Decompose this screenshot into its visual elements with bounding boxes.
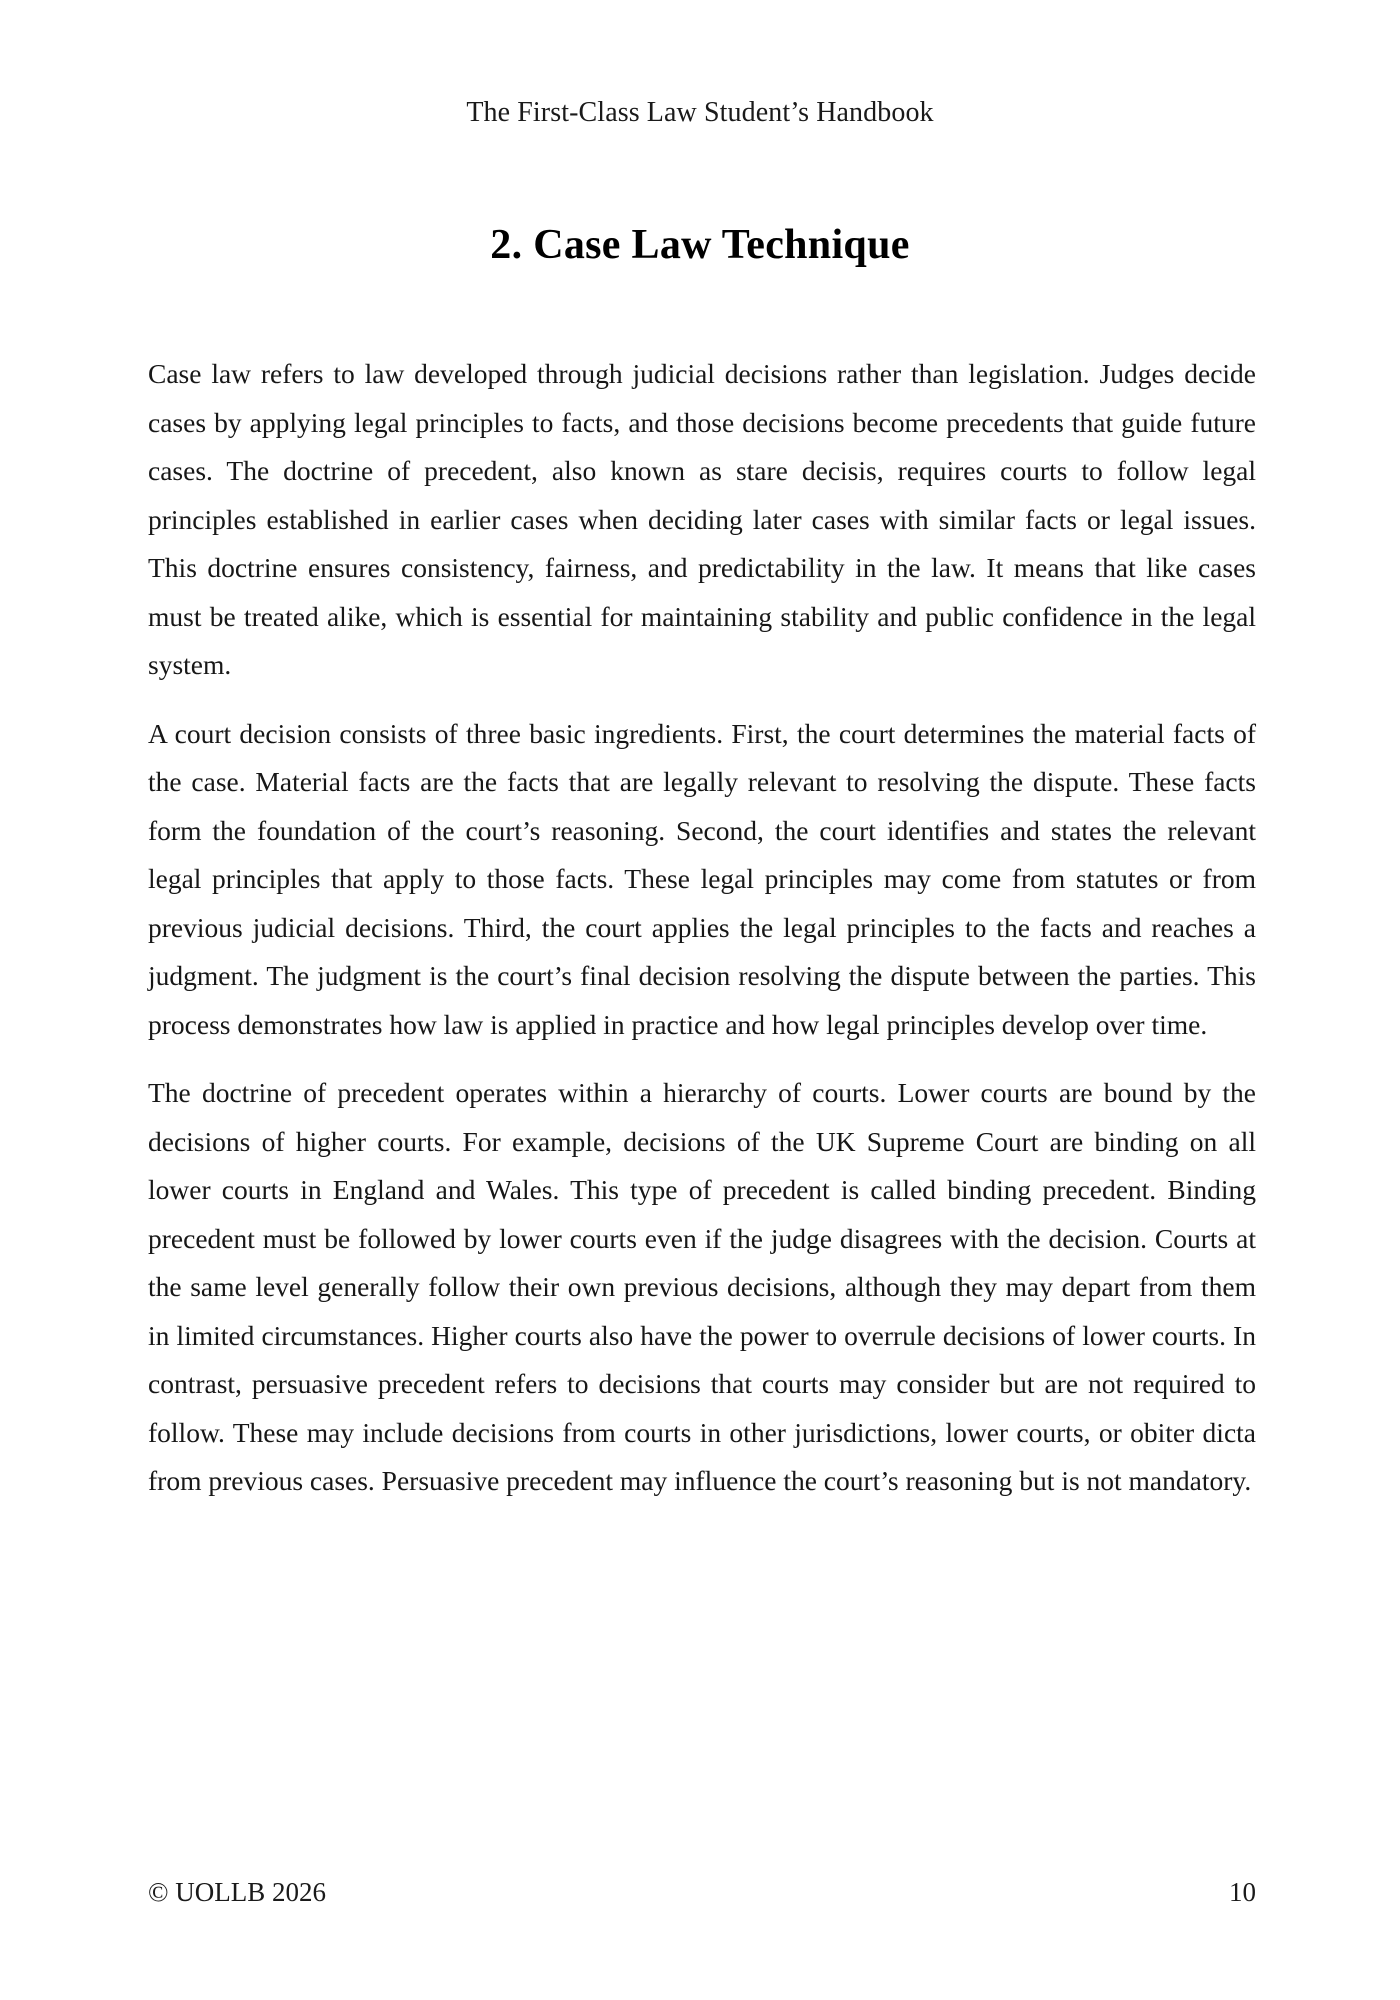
page-title: 2. Case Law Technique [490, 222, 910, 269]
body-paragraph: The doctrine of precedent operates within a hierarchy of courts. Lower courts are bound by the decisions of higher courts. For example, decisions of the UK Supreme Court are binding on all lower courts in England and Wales. This type of precedent is called binding precedent. Binding precedent must be followed by lower courts even if the judge disagrees with the decision. Courts at the same level generally follow their own previous decisions, although they may depart from them in limited circumstances. Higher courts also have the power to overrule decisions of lower courts. In contrast, persuasive precedent refers to decisions that courts may consider but are not required to follow. These may include decisions from courts in other jurisdictions, lower courts, or obiter dicta from previous cases. Persuasive precedent may influence the court’s reasoning but is not mandatory. [148, 1077, 1256, 1496]
page-number: 10 [1229, 1876, 1256, 1907]
running-header: The First-Class Law Student’s Handbook [466, 97, 934, 128]
body-text-block [148, 350, 1256, 1506]
page-footer [148, 1876, 1256, 1908]
body-paragraph: A court decision consists of three basic ingredients. First, the court determines the material facts of the case. Material facts are the facts that are legally relevant to resolving the dispute. These facts form the foundation of the court’s reasoning. Second, the court identifies and states the relevant legal principles that apply to those facts. These legal principles may come from statutes or from previous judicial decisions. Third, the court applies the legal principles to the facts and reaches a judgment. The judgment is the court’s final decision resolving the dispute between the parties. This process demonstrates how law is applied in practice and how legal principles develop over time. [148, 717, 1256, 1040]
body-paragraph: Case law refers to law developed through judicial decisions rather than legislation. Judges decide cases by applying legal principles to facts, and those decisions become precedents that guide future cases. The doctrine of precedent, also known as stare decisis, requires courts to follow legal principles established in earlier cases when deciding later cases with similar facts or legal issues. This doctrine ensures consistency, fairness, and predictability in the law. It means that like cases must be treated alike, which is essential for maintaining stability and public confidence in the legal system. [148, 358, 1256, 680]
footer-copyright: © UOLLB 2026 [148, 1876, 327, 1907]
